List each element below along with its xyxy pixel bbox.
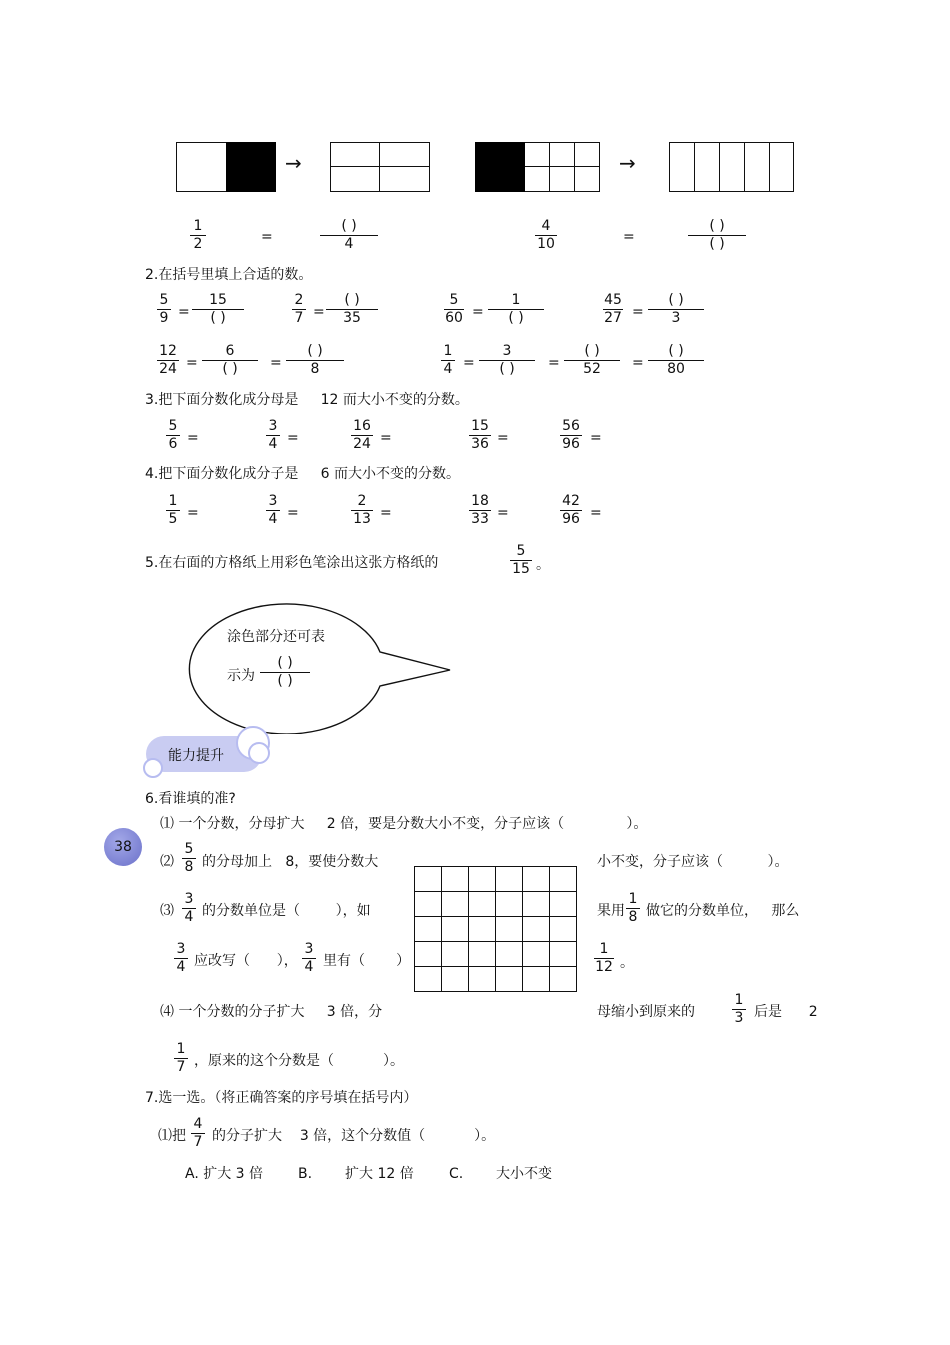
- option-b: B.: [298, 1166, 313, 1182]
- fraction: $\frac{4}{10}$: [535, 218, 557, 253]
- fraction: ( ) ( ): [688, 218, 746, 253]
- section-title: 能力提升: [168, 748, 224, 764]
- rect-4: [669, 142, 794, 192]
- square-grid: [414, 866, 577, 992]
- q5-title: 5.在右面的方格纸上用彩色笔涂出这张方格纸的: [145, 555, 439, 571]
- fraction: $\frac{1}{2}$: [190, 218, 206, 253]
- q6-title: 6.看谁填的准?: [145, 791, 236, 807]
- page-number: 38: [104, 828, 142, 866]
- fraction: ( ) 4: [320, 218, 378, 253]
- q7-title: 7.选一选。（将正确答案的序号填在括号内）: [145, 1090, 418, 1106]
- q3-title: 3.把下面分数化成分母是 12 而大小不变的分数。: [145, 392, 469, 408]
- option-c: C.: [449, 1166, 464, 1182]
- rect-1-shaded: [226, 142, 276, 192]
- q2-title: 2.在括号里填上合适的数。: [145, 267, 313, 283]
- arrow-1: →: [285, 151, 302, 175]
- speech-bubble: [185, 594, 460, 734]
- q4-title: 4.把下面分数化成分子是 6 而大小不变的分数。: [145, 466, 460, 482]
- option-a: A. 扩大 3 倍: [185, 1166, 264, 1182]
- arrow-2: →: [619, 151, 636, 175]
- rect-3-shaded: [475, 142, 525, 192]
